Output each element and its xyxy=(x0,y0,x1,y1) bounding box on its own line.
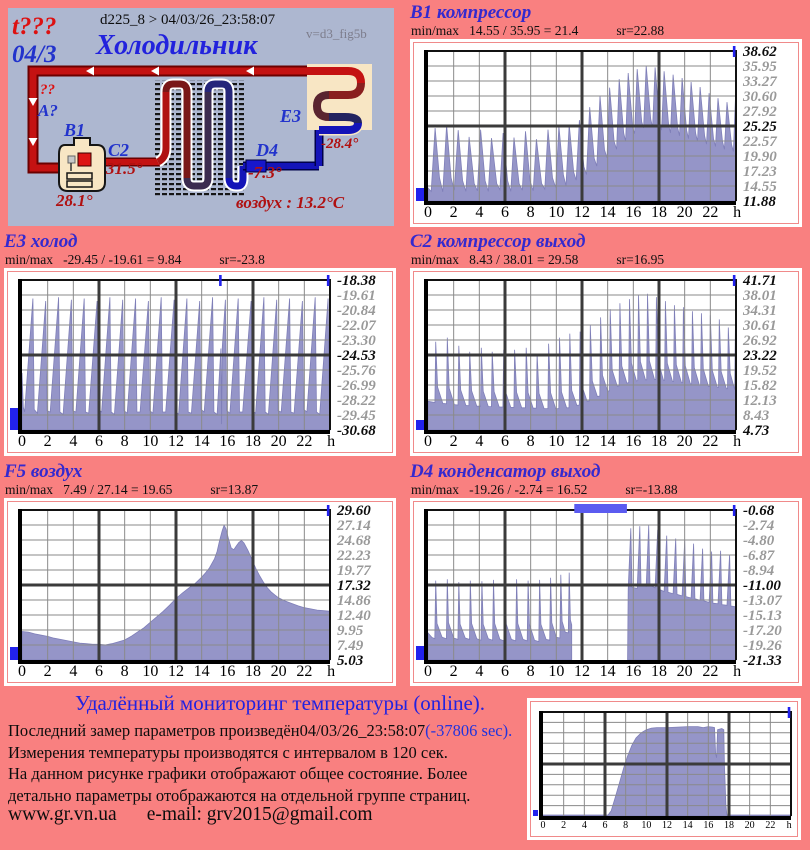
svg-text:11.88: 11.88 xyxy=(743,194,776,210)
email-link[interactable]: grv2015@gmail.com xyxy=(206,804,373,825)
chart-panel-c2 xyxy=(410,268,802,456)
svg-text:16: 16 xyxy=(625,433,642,450)
svg-text:-19.61: -19.61 xyxy=(337,288,376,304)
svg-text:-17.20: -17.20 xyxy=(743,623,782,639)
svg-text:14.55: 14.55 xyxy=(743,179,777,195)
svg-text:6: 6 xyxy=(95,433,103,450)
chart-stats-d4 xyxy=(411,482,808,497)
svg-text:5.03: 5.03 xyxy=(337,653,364,669)
chart-stats-e3 xyxy=(5,252,402,267)
svg-text:22: 22 xyxy=(296,433,313,450)
svg-text:7.49: 7.49 xyxy=(337,638,364,654)
svg-text:-28.22: -28.22 xyxy=(337,393,376,409)
svg-text:22: 22 xyxy=(296,663,313,680)
date-code-label: 04/3 xyxy=(12,41,57,68)
svg-text:-15.13: -15.13 xyxy=(743,608,782,624)
svg-text:-11.00: -11.00 xyxy=(743,578,781,594)
c2-temp: 31.5° xyxy=(106,159,143,178)
svg-text:8: 8 xyxy=(120,663,129,680)
chart-stats-c2 xyxy=(411,252,808,267)
svg-text:2: 2 xyxy=(43,433,52,450)
minmax-text: min/max 14.55 / 35.95 = 21.4 xyxy=(411,23,579,38)
seconds-ago-note: (-37806 sec). xyxy=(425,721,513,740)
chart-title-c2: C2 компрессор выход xyxy=(410,231,586,252)
svg-text:14: 14 xyxy=(193,663,210,680)
last-measure-timestamp: 04/03/26_23:58:07 xyxy=(299,721,426,740)
svg-text:8: 8 xyxy=(526,663,535,680)
svg-text:10: 10 xyxy=(142,663,159,680)
d4-temp: -7.3° xyxy=(248,163,282,182)
chart-plot-b1 xyxy=(416,45,796,221)
svg-text:8: 8 xyxy=(120,433,129,450)
svg-text:20: 20 xyxy=(676,663,693,680)
svg-text:8.43: 8.43 xyxy=(743,408,770,424)
svg-text:35.95: 35.95 xyxy=(743,59,777,75)
svg-text:9.95: 9.95 xyxy=(337,623,364,639)
svg-text:h: h xyxy=(733,433,742,450)
svg-text:-20.84: -20.84 xyxy=(337,303,376,319)
footer-contact xyxy=(8,804,373,826)
svg-text:6: 6 xyxy=(501,663,509,680)
svg-text:12: 12 xyxy=(168,433,184,450)
svg-text:6: 6 xyxy=(95,663,103,680)
svg-text:16: 16 xyxy=(219,663,236,680)
svg-text:22: 22 xyxy=(765,820,776,831)
svg-text:0: 0 xyxy=(18,663,26,680)
svg-text:10: 10 xyxy=(641,820,652,831)
svg-text:0: 0 xyxy=(18,433,26,450)
svg-text:25.25: 25.25 xyxy=(743,119,777,135)
svg-text:17.32: 17.32 xyxy=(337,578,371,594)
svg-text:18: 18 xyxy=(651,663,667,680)
chart-panel-d4 xyxy=(410,498,802,686)
svg-text:27.92: 27.92 xyxy=(743,104,777,120)
chart-panel-f5 xyxy=(4,498,396,686)
svg-text:-4.80: -4.80 xyxy=(743,533,775,549)
svg-text:2: 2 xyxy=(561,820,567,831)
svg-text:12: 12 xyxy=(574,204,590,221)
sr-text: sr=16.95 xyxy=(616,252,665,267)
svg-text:16: 16 xyxy=(219,433,236,450)
svg-text:6: 6 xyxy=(501,433,509,450)
svg-text:18: 18 xyxy=(651,204,667,221)
svg-text:23.22: 23.22 xyxy=(743,348,777,364)
minmax-text: min/max 7.49 / 27.14 = 19.65 xyxy=(5,482,173,497)
svg-text:14: 14 xyxy=(599,663,616,680)
footer-heading: Удалённый мониторинг температуры (online). xyxy=(74,691,486,715)
air-temp-label: воздух : 13.2°C xyxy=(236,193,345,212)
chart-title-d4: D4 конденсатор выход xyxy=(410,461,601,482)
svg-text:20: 20 xyxy=(676,204,693,221)
svg-text:12: 12 xyxy=(662,820,672,831)
sr-text: sr=-23.8 xyxy=(219,252,265,267)
last-measure-label: Последний замер параметров произведён xyxy=(8,721,300,740)
svg-text:19.77: 19.77 xyxy=(337,563,371,579)
svg-text:20: 20 xyxy=(270,433,287,450)
svg-text:-18.38: -18.38 xyxy=(337,274,376,289)
overview-chart-plot xyxy=(533,706,795,832)
e3-label: E3 xyxy=(280,106,302,126)
svg-text:22: 22 xyxy=(702,663,719,680)
svg-text:h: h xyxy=(327,663,336,680)
svg-text:30.60: 30.60 xyxy=(743,89,777,105)
svg-text:33.27: 33.27 xyxy=(743,74,777,90)
chart-section-b1 xyxy=(410,2,808,227)
svg-text:18: 18 xyxy=(724,820,734,831)
svg-text:34.31: 34.31 xyxy=(743,303,777,319)
footer-line-4: детально параметры отображаются на отдельной группе страниц. xyxy=(8,785,471,805)
chart-stats-f5 xyxy=(5,482,402,497)
minmax-text: min/max -29.45 / -19.61 = 9.84 xyxy=(5,252,182,267)
svg-text:-19.26: -19.26 xyxy=(743,638,782,654)
compressor-gray-block xyxy=(68,156,75,163)
footer-line-1 xyxy=(8,720,512,742)
svg-text:4: 4 xyxy=(475,433,484,450)
chart-panel-b1 xyxy=(410,39,802,227)
svg-text:18: 18 xyxy=(651,433,667,450)
chart-plot-c2 xyxy=(416,274,796,450)
chart-section-c2 xyxy=(410,231,808,456)
svg-text:16: 16 xyxy=(625,663,642,680)
svg-text:20: 20 xyxy=(676,433,693,450)
svg-text:-0.68: -0.68 xyxy=(743,504,775,519)
compressor-bar-2 xyxy=(67,181,92,187)
q-red-label: ?? xyxy=(40,82,55,98)
svg-text:16: 16 xyxy=(625,204,642,221)
svg-text:14: 14 xyxy=(193,433,210,450)
svg-text:38.62: 38.62 xyxy=(743,45,777,60)
svg-text:27.14: 27.14 xyxy=(337,518,371,534)
svg-text:29.60: 29.60 xyxy=(337,504,371,519)
svg-text:20: 20 xyxy=(744,820,755,831)
svg-text:14: 14 xyxy=(599,433,616,450)
chart-plot-d4 xyxy=(416,504,796,680)
minmax-text: min/max -19.26 / -2.74 = 16.52 xyxy=(411,482,588,497)
svg-text:15.82: 15.82 xyxy=(743,378,777,394)
svg-text:2: 2 xyxy=(449,204,458,221)
svg-text:0: 0 xyxy=(540,820,546,831)
svg-text:41.71: 41.71 xyxy=(743,274,777,289)
svg-text:2: 2 xyxy=(449,663,458,680)
svg-text:22.23: 22.23 xyxy=(337,548,371,564)
chart-title-b1: B1 компрессор xyxy=(410,2,532,23)
svg-text:22: 22 xyxy=(702,433,719,450)
svg-text:-21.33: -21.33 xyxy=(743,653,782,669)
svg-text:12.13: 12.13 xyxy=(743,393,777,409)
chart-plot-e3 xyxy=(10,274,390,450)
b1-temp: 28.1° xyxy=(56,191,93,210)
svg-text:-23.30: -23.30 xyxy=(337,333,376,349)
svg-text:0: 0 xyxy=(424,433,432,450)
svg-text:h: h xyxy=(327,433,336,450)
footer-line-2: Измерения температуры производятся с интервалом в 120 сек. xyxy=(8,742,448,762)
svg-text:-6.87: -6.87 xyxy=(743,548,775,564)
svg-text:0: 0 xyxy=(424,663,432,680)
svg-text:8: 8 xyxy=(526,433,535,450)
svg-text:h: h xyxy=(733,663,742,680)
svg-text:4: 4 xyxy=(475,663,484,680)
svg-text:12.40: 12.40 xyxy=(337,608,371,624)
svg-text:8: 8 xyxy=(526,204,535,221)
version-label: v=d3_fig5b xyxy=(306,26,367,41)
chart-plot-f5 xyxy=(10,504,390,680)
svg-text:19.52: 19.52 xyxy=(743,363,777,379)
b1-label: B1 xyxy=(64,120,86,140)
svg-text:4.73: 4.73 xyxy=(743,423,770,439)
svg-text:26.92: 26.92 xyxy=(743,333,777,349)
refrigerator-diagram xyxy=(8,8,394,226)
overview-chart-panel xyxy=(527,698,801,840)
svg-text:h: h xyxy=(786,820,792,831)
svg-text:-30.68: -30.68 xyxy=(337,423,376,439)
svg-text:8: 8 xyxy=(623,820,629,831)
footer-text xyxy=(8,720,512,806)
svg-text:16: 16 xyxy=(703,820,714,831)
svg-text:12: 12 xyxy=(574,663,590,680)
device-header: d225_8 > 04/03/26_23:58:07 xyxy=(100,12,276,28)
svg-text:4: 4 xyxy=(475,204,484,221)
q-blue-label: A? xyxy=(38,101,58,120)
chart-section-d4 xyxy=(410,461,808,686)
svg-text:10: 10 xyxy=(142,433,159,450)
svg-text:-25.76: -25.76 xyxy=(337,363,376,379)
svg-text:22: 22 xyxy=(702,204,719,221)
minmax-text: min/max 8.43 / 38.01 = 29.58 xyxy=(411,252,579,267)
site-link[interactable]: www.gr.vn.ua xyxy=(8,804,117,825)
svg-text:-26.99: -26.99 xyxy=(337,378,376,394)
svg-text:10: 10 xyxy=(548,204,565,221)
svg-text:19.90: 19.90 xyxy=(743,149,777,165)
svg-text:2: 2 xyxy=(449,433,458,450)
svg-text:10: 10 xyxy=(548,433,565,450)
svg-text:4: 4 xyxy=(69,433,78,450)
svg-text:0: 0 xyxy=(424,204,432,221)
svg-text:30.61: 30.61 xyxy=(743,318,777,334)
svg-text:17.23: 17.23 xyxy=(743,164,777,180)
chart-panel-e3 xyxy=(4,268,396,456)
sr-text: sr=22.88 xyxy=(616,23,665,38)
svg-text:-24.53: -24.53 xyxy=(337,348,376,364)
chart-section-e3 xyxy=(4,231,402,456)
chart-section-f5 xyxy=(4,461,402,686)
e3-temp: -28.4° xyxy=(321,136,359,152)
svg-text:4: 4 xyxy=(581,820,587,831)
svg-text:24.68: 24.68 xyxy=(337,533,371,549)
svg-text:38.01: 38.01 xyxy=(743,288,777,304)
refrigerator-diagram-panel xyxy=(8,8,394,231)
svg-text:6: 6 xyxy=(602,820,608,831)
svg-text:2: 2 xyxy=(43,663,52,680)
svg-text:14.86: 14.86 xyxy=(337,593,371,609)
t-unknown-label: t??? xyxy=(12,13,57,40)
chart-stats-b1 xyxy=(411,23,808,38)
compressor-bar-1 xyxy=(67,173,92,179)
d4-label: D4 xyxy=(256,140,278,160)
footer-line-3: На данном рисунке графики отображают общее состояние. Более xyxy=(8,764,468,783)
compressor-red-block xyxy=(78,153,91,166)
svg-text:20: 20 xyxy=(270,663,287,680)
svg-text:-2.74: -2.74 xyxy=(743,518,775,534)
c2-label: C2 xyxy=(108,140,130,160)
svg-text:14: 14 xyxy=(682,820,693,831)
sr-text: sr=-13.88 xyxy=(625,482,678,497)
chart-title-f5: F5 воздух xyxy=(4,461,83,482)
svg-text:14: 14 xyxy=(599,204,616,221)
svg-text:12: 12 xyxy=(168,663,184,680)
email-label: e-mail: xyxy=(146,804,202,825)
svg-text:18: 18 xyxy=(245,663,261,680)
svg-text:22.57: 22.57 xyxy=(743,134,777,150)
svg-text:-8.94: -8.94 xyxy=(743,563,775,579)
svg-text:12: 12 xyxy=(574,433,590,450)
diagram-title: Холодильник xyxy=(96,30,258,61)
svg-text:h: h xyxy=(733,204,742,221)
svg-text:4: 4 xyxy=(69,663,78,680)
svg-text:-13.07: -13.07 xyxy=(743,593,782,609)
svg-text:6: 6 xyxy=(501,204,509,221)
svg-text:18: 18 xyxy=(245,433,261,450)
svg-text:-22.07: -22.07 xyxy=(337,318,376,334)
svg-text:10: 10 xyxy=(548,663,565,680)
sr-text: sr=13.87 xyxy=(210,482,259,497)
chart-title-e3: E3 холод xyxy=(4,231,78,252)
svg-text:-29.45: -29.45 xyxy=(337,408,376,424)
